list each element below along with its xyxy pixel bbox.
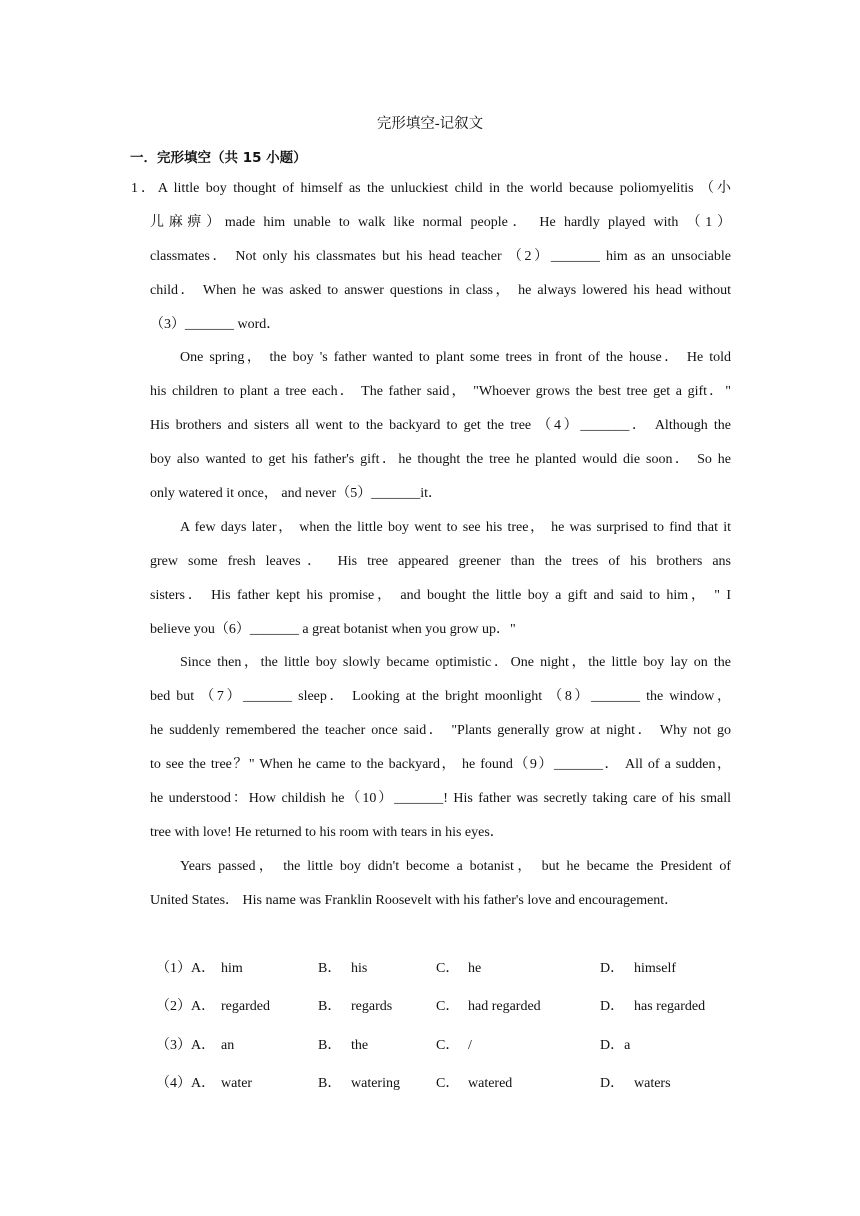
option-d-text: has regarded bbox=[634, 999, 706, 1015]
option-b-text: the bbox=[351, 1037, 369, 1053]
option-c-label: C． bbox=[436, 1075, 460, 1091]
document-title: 完形填空-记叙文 bbox=[376, 116, 484, 132]
passage-line: child． When he was asked to answer questions in class， he always lowered his head without bbox=[150, 282, 731, 298]
option-b-text: his bbox=[351, 961, 368, 976]
option-a-label: （3）A． bbox=[156, 1037, 216, 1053]
answer-options bbox=[150, 957, 750, 1110]
option-d-label: D． bbox=[600, 1075, 625, 1091]
passage-line: only watered it once， and never（5）_______it． bbox=[150, 486, 442, 502]
option-b-label: B． bbox=[318, 1037, 342, 1053]
option-b-label: B． bbox=[318, 1075, 342, 1091]
option-a-text: regarded bbox=[221, 999, 270, 1015]
option-c-text: he bbox=[468, 961, 482, 976]
option-a-label: （1）A． bbox=[156, 961, 216, 976]
question-options-row bbox=[150, 995, 750, 1033]
passage-line: One spring， the boy 's father wanted to plant some trees in front of the house． He told bbox=[180, 350, 731, 366]
option-c-label: C． bbox=[436, 1037, 460, 1053]
option-d-text: himself bbox=[634, 961, 676, 976]
passage-line: bed but （7）_______ sleep． Looking at the bright moonlight （8）_______ the window， bbox=[150, 689, 731, 705]
passage-line: boy also wanted to get his father's gift．he thought the tree he planted would die soon． So he bbox=[150, 452, 731, 468]
option-d-label: D．a bbox=[600, 1037, 631, 1053]
option-b-text: regards bbox=[351, 999, 393, 1015]
question-options-row bbox=[150, 957, 750, 995]
option-d-label: D． bbox=[600, 961, 625, 976]
passage-line: Since then，the little boy slowly became optimistic．One night，the little boy lay on the bbox=[180, 655, 731, 671]
cloze-passage bbox=[131, 176, 731, 922]
passage-line: grew some fresh leaves． His tree appeared greener than the trees of his brothers ans bbox=[150, 553, 731, 569]
passage-line: his children to plant a tree each． The father said， "Whoever grows the best tree get a gift．" bbox=[150, 384, 731, 400]
option-c-text: / bbox=[468, 1037, 472, 1053]
option-d-text: waters bbox=[634, 1075, 671, 1091]
option-b-label: B． bbox=[318, 999, 342, 1015]
option-a-text: an bbox=[221, 1037, 235, 1053]
passage-line: 儿麻痹）made him unable to walk like normal people． He hardly played with （1） bbox=[150, 214, 731, 230]
passage-line: he understood：How childish he（10）_______! His father was secretly taking care of his small bbox=[150, 791, 731, 807]
option-a-label: （4）A． bbox=[156, 1075, 216, 1091]
passage-line: A few days later， when the little boy went to see his tree， he was surprised to find that it bbox=[180, 519, 731, 535]
option-b-text: watering bbox=[351, 1075, 400, 1091]
passage-line: His brothers and sisters all went to the backyard to get the tree （4）_______． Although the bbox=[150, 418, 731, 434]
passage-line: sisters． His father kept his promise， and bought the little boy a gift and said to him， " I bbox=[150, 587, 731, 603]
option-c-text: watered bbox=[468, 1075, 513, 1091]
option-d-label: D． bbox=[600, 999, 625, 1015]
option-c-text: had regarded bbox=[468, 999, 541, 1015]
passage-line: 1．A little boy thought of himself as the unluckiest child in the world because poliomyelitis （小 bbox=[131, 181, 731, 196]
passage-line: （3）_______ word． bbox=[150, 316, 281, 332]
option-a-text: him bbox=[221, 961, 243, 976]
passage-line: United States． His name was Franklin Roosevelt with his father's love and encouragement． bbox=[150, 892, 679, 908]
section-heading: 一．完形填空（共 15 小题） bbox=[130, 150, 307, 166]
question-options-row bbox=[150, 1034, 750, 1072]
passage-line: believe you（6）_______ a great botanist when you grow up．" bbox=[150, 621, 516, 637]
option-c-label: C． bbox=[436, 961, 460, 976]
option-a-text: water bbox=[221, 1075, 253, 1091]
passage-line: classmates． Not only his classmates but his head teacher （2）_______ him as an unsociable bbox=[150, 248, 731, 264]
passage-line: Years passed， the little boy didn't become a botanist， but he became the President of bbox=[180, 858, 731, 874]
passage-line: tree with love! He returned to his room with tears in his eyes． bbox=[150, 824, 504, 840]
option-b-label: B． bbox=[318, 961, 342, 976]
option-c-label: C． bbox=[436, 999, 460, 1015]
option-a-label: （2）A． bbox=[156, 999, 216, 1015]
passage-line: to see the tree？" When he came to the backyard， he found（9）_______． All of a sudden， bbox=[150, 757, 731, 773]
passage-line: he suddenly remembered the teacher once said． "Plants generally grow at night． Why not go bbox=[150, 723, 731, 739]
question-options-row bbox=[150, 1072, 750, 1110]
